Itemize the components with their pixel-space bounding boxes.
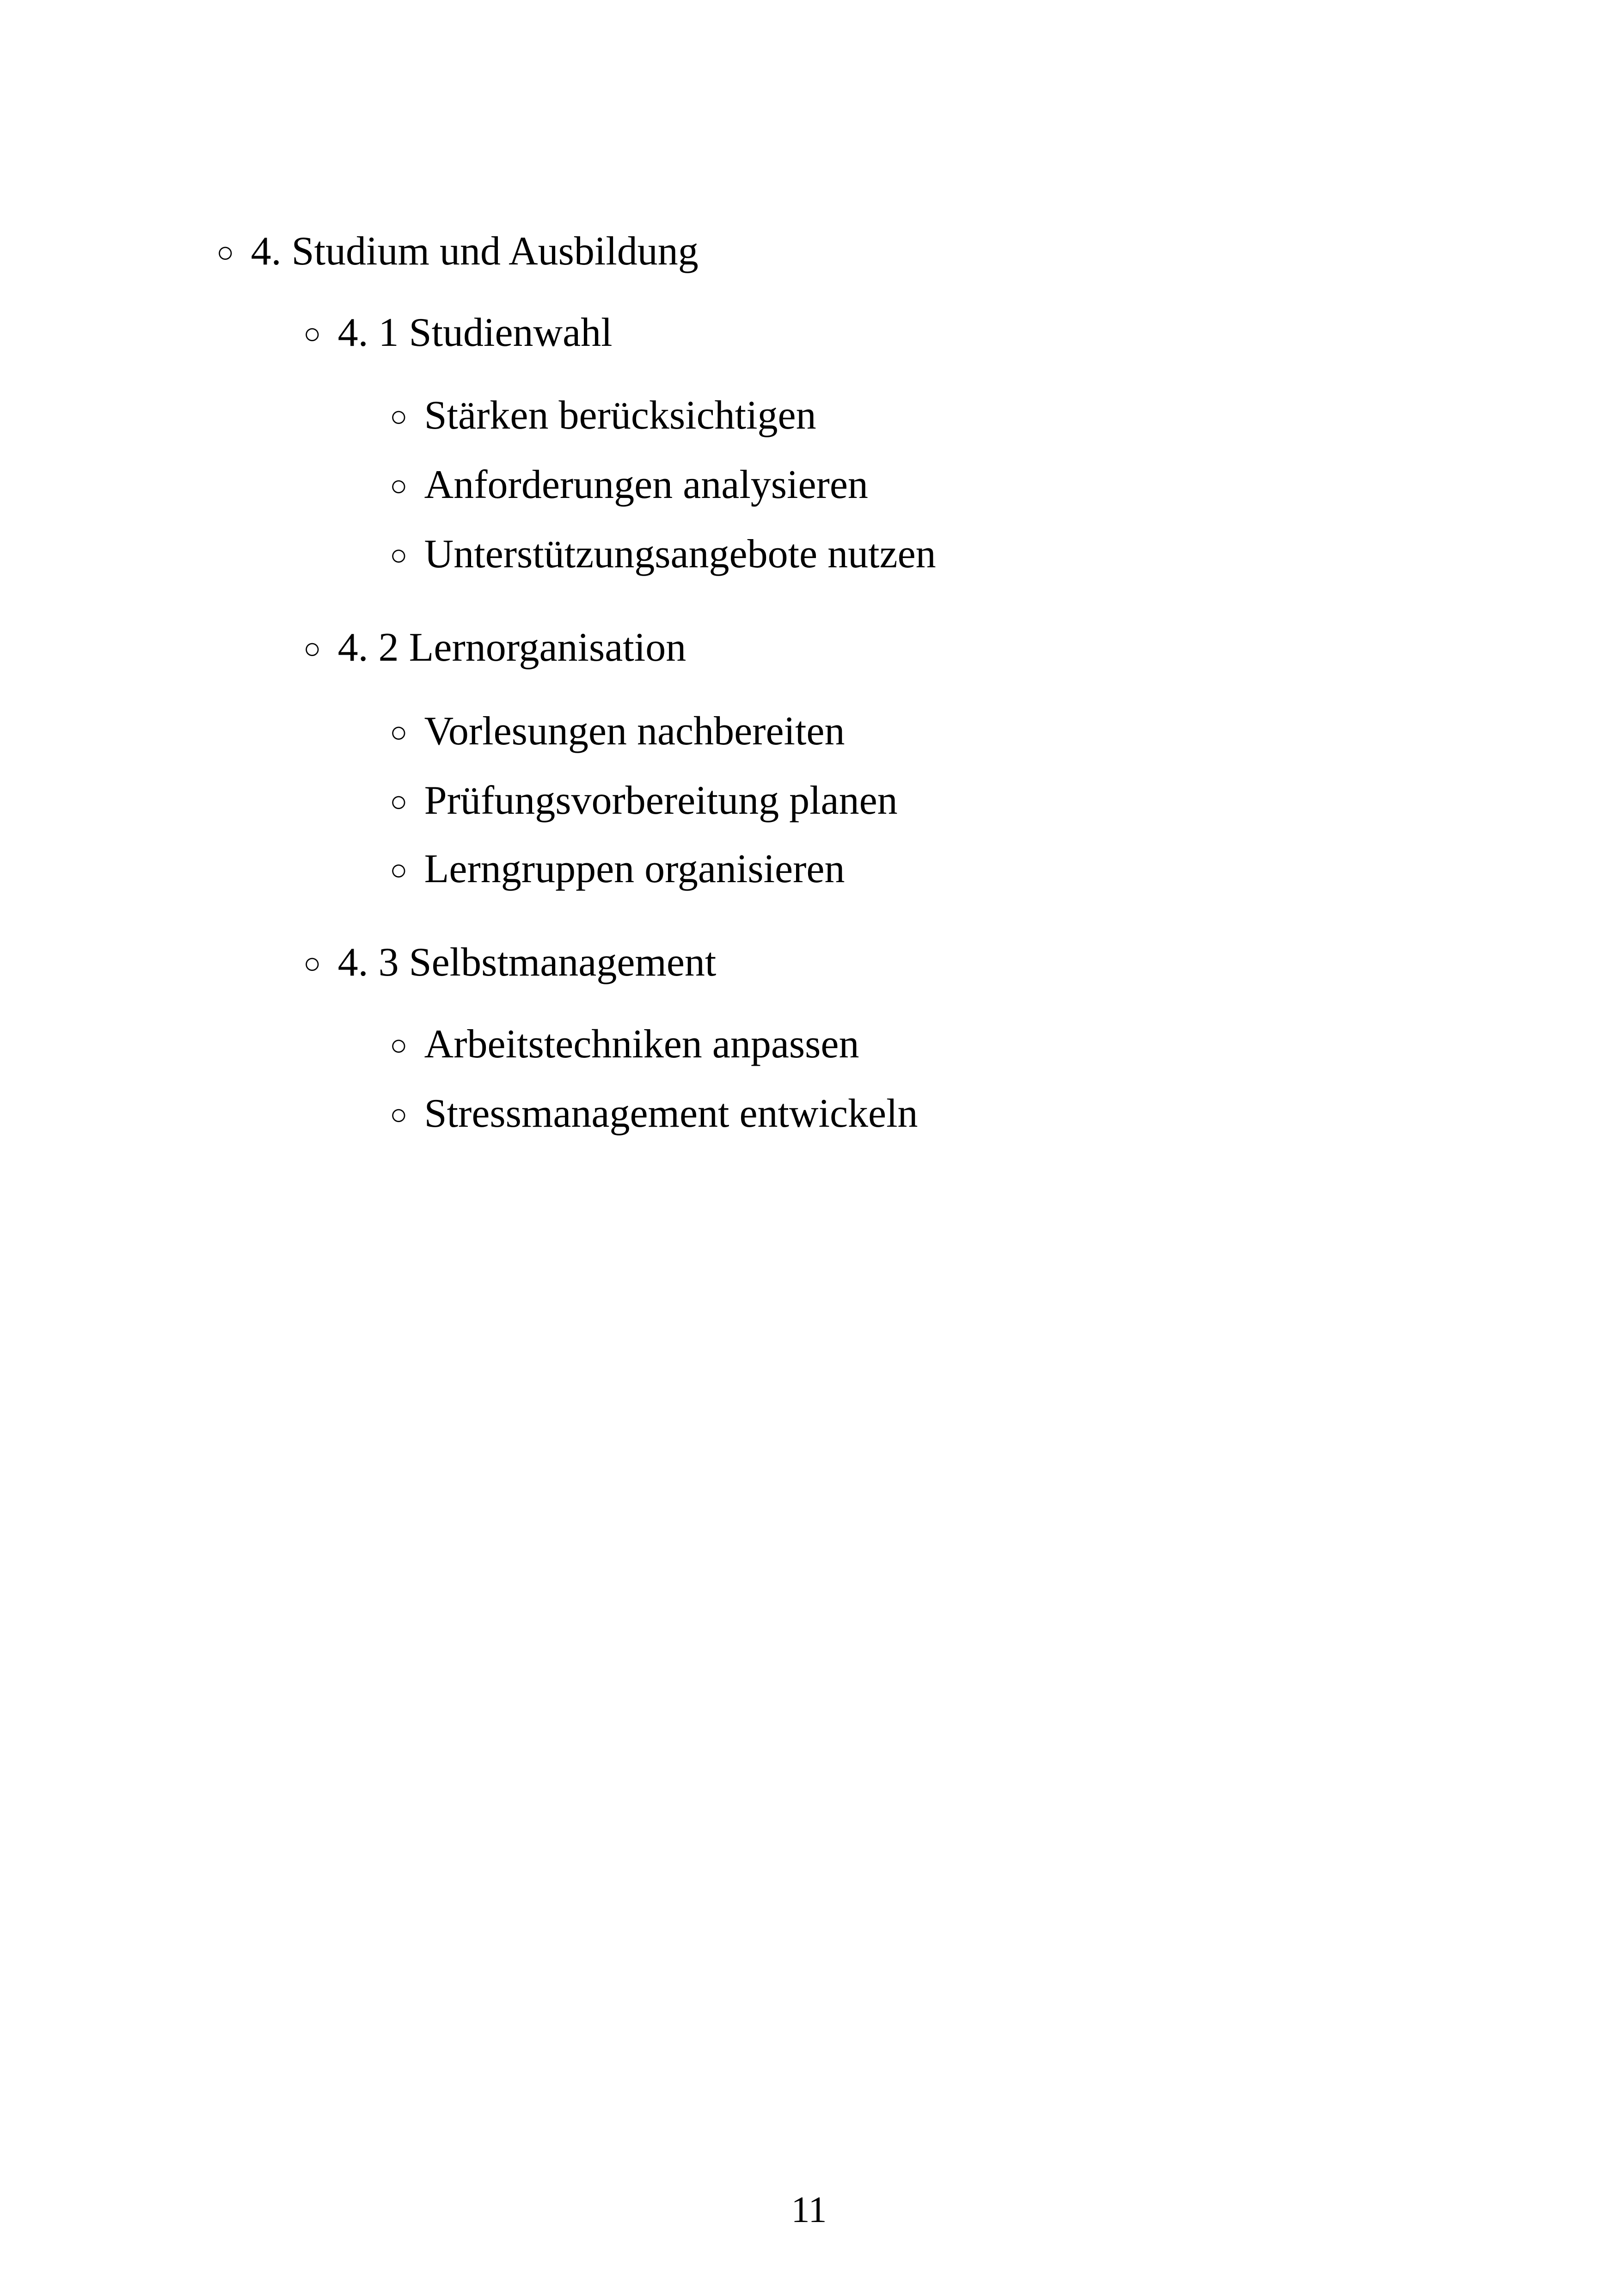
item-label: Prüfungsvorbereitung planen xyxy=(424,778,898,823)
item-label: Stressmanagement entwickeln xyxy=(424,1091,918,1136)
outline-section xyxy=(216,231,699,272)
circle-bullet-icon: ○ xyxy=(390,469,408,502)
circle-bullet-icon: ○ xyxy=(390,1098,408,1131)
section-title: 4. Studium und Ausbildung xyxy=(251,229,699,274)
page-number: 11 xyxy=(791,2190,827,2230)
item-label: Arbeitstechniken anpassen xyxy=(424,1022,859,1067)
circle-bullet-icon: ○ xyxy=(303,946,321,980)
circle-bullet-icon: ○ xyxy=(390,853,408,886)
outline-item xyxy=(390,1024,859,1065)
circle-bullet-icon: ○ xyxy=(303,317,321,350)
circle-bullet-icon: ○ xyxy=(390,538,408,571)
circle-bullet-icon: ○ xyxy=(303,632,321,665)
outline-item xyxy=(390,534,936,575)
subsection-title: 4. 2 Lernorganisation xyxy=(337,625,686,670)
subsection-title: 4. 3 Selbstmanagement xyxy=(337,940,717,985)
item-label: Anforderungen analysieren xyxy=(424,462,868,507)
circle-bullet-icon: ○ xyxy=(216,235,234,269)
circle-bullet-icon: ○ xyxy=(390,399,408,433)
outline-item xyxy=(390,1093,918,1134)
outline-item xyxy=(390,849,845,890)
item-label: Lerngruppen organisieren xyxy=(424,847,845,891)
outline-item xyxy=(390,395,816,436)
outline-item xyxy=(390,711,845,752)
item-label: Vorlesungen nachbereiten xyxy=(424,709,845,754)
circle-bullet-icon: ○ xyxy=(390,785,408,818)
item-label: Stärken berücksichtigen xyxy=(424,393,816,438)
item-label: Unterstützungsangebote nutzen xyxy=(424,532,936,577)
circle-bullet-icon: ○ xyxy=(390,715,408,749)
outline-item xyxy=(390,780,898,821)
outline-item xyxy=(390,462,868,507)
circle-bullet-icon: ○ xyxy=(390,1028,408,1062)
outline-subsection xyxy=(303,942,716,983)
outline-subsection xyxy=(303,310,613,355)
outline-subsection xyxy=(303,627,686,668)
subsection-title: 4. 1 Studienwahl xyxy=(337,310,613,355)
